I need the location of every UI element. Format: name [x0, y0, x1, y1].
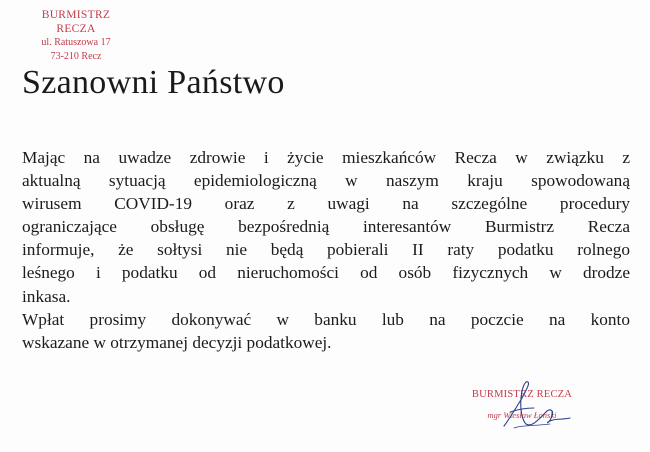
body-line: wskazane w otrzymanej decyzji podatkowej. — [22, 332, 332, 352]
stamp-title: BURMISTRZ RECZA — [41, 9, 111, 35]
signature-name: mgr Wiesław Łoński — [487, 410, 557, 420]
body-line: ograniczające obsługę bezpośrednią interesantów Burmistrz Recza — [22, 217, 630, 237]
body-line: inkasa. — [22, 286, 71, 306]
body-line: Wpłat prosimy dokonywać w banku lub na poczcie na konto — [22, 309, 630, 329]
body-line: Mając na uwadze zdrowie i życie mieszkańców Recza w związku z — [22, 148, 630, 167]
header-stamp — [24, 8, 128, 64]
body-line: informuje, że sołtysi nie będą pobierali II raty podatku rolnego — [22, 240, 630, 260]
signature-title: BURMISTRZ RECZA — [471, 389, 573, 400]
stamp-city: 73-210 Recz — [50, 51, 102, 62]
letter-body — [22, 146, 630, 354]
body-line: leśnego i podatku od nieruchomości od osób fizycznych w drodze — [22, 263, 630, 283]
body-line: aktualną sytuacją epidemiologiczną w naszym kraju spowodowaną — [22, 171, 630, 191]
stamp-street: ul. Ratuszowa 17 — [41, 37, 111, 48]
body-line: wirusem COVID-19 oraz z uwagi na szczególne procedury — [22, 194, 630, 214]
letter-heading: Szanowni Państwo — [22, 64, 285, 101]
handwritten-signature — [476, 378, 576, 440]
